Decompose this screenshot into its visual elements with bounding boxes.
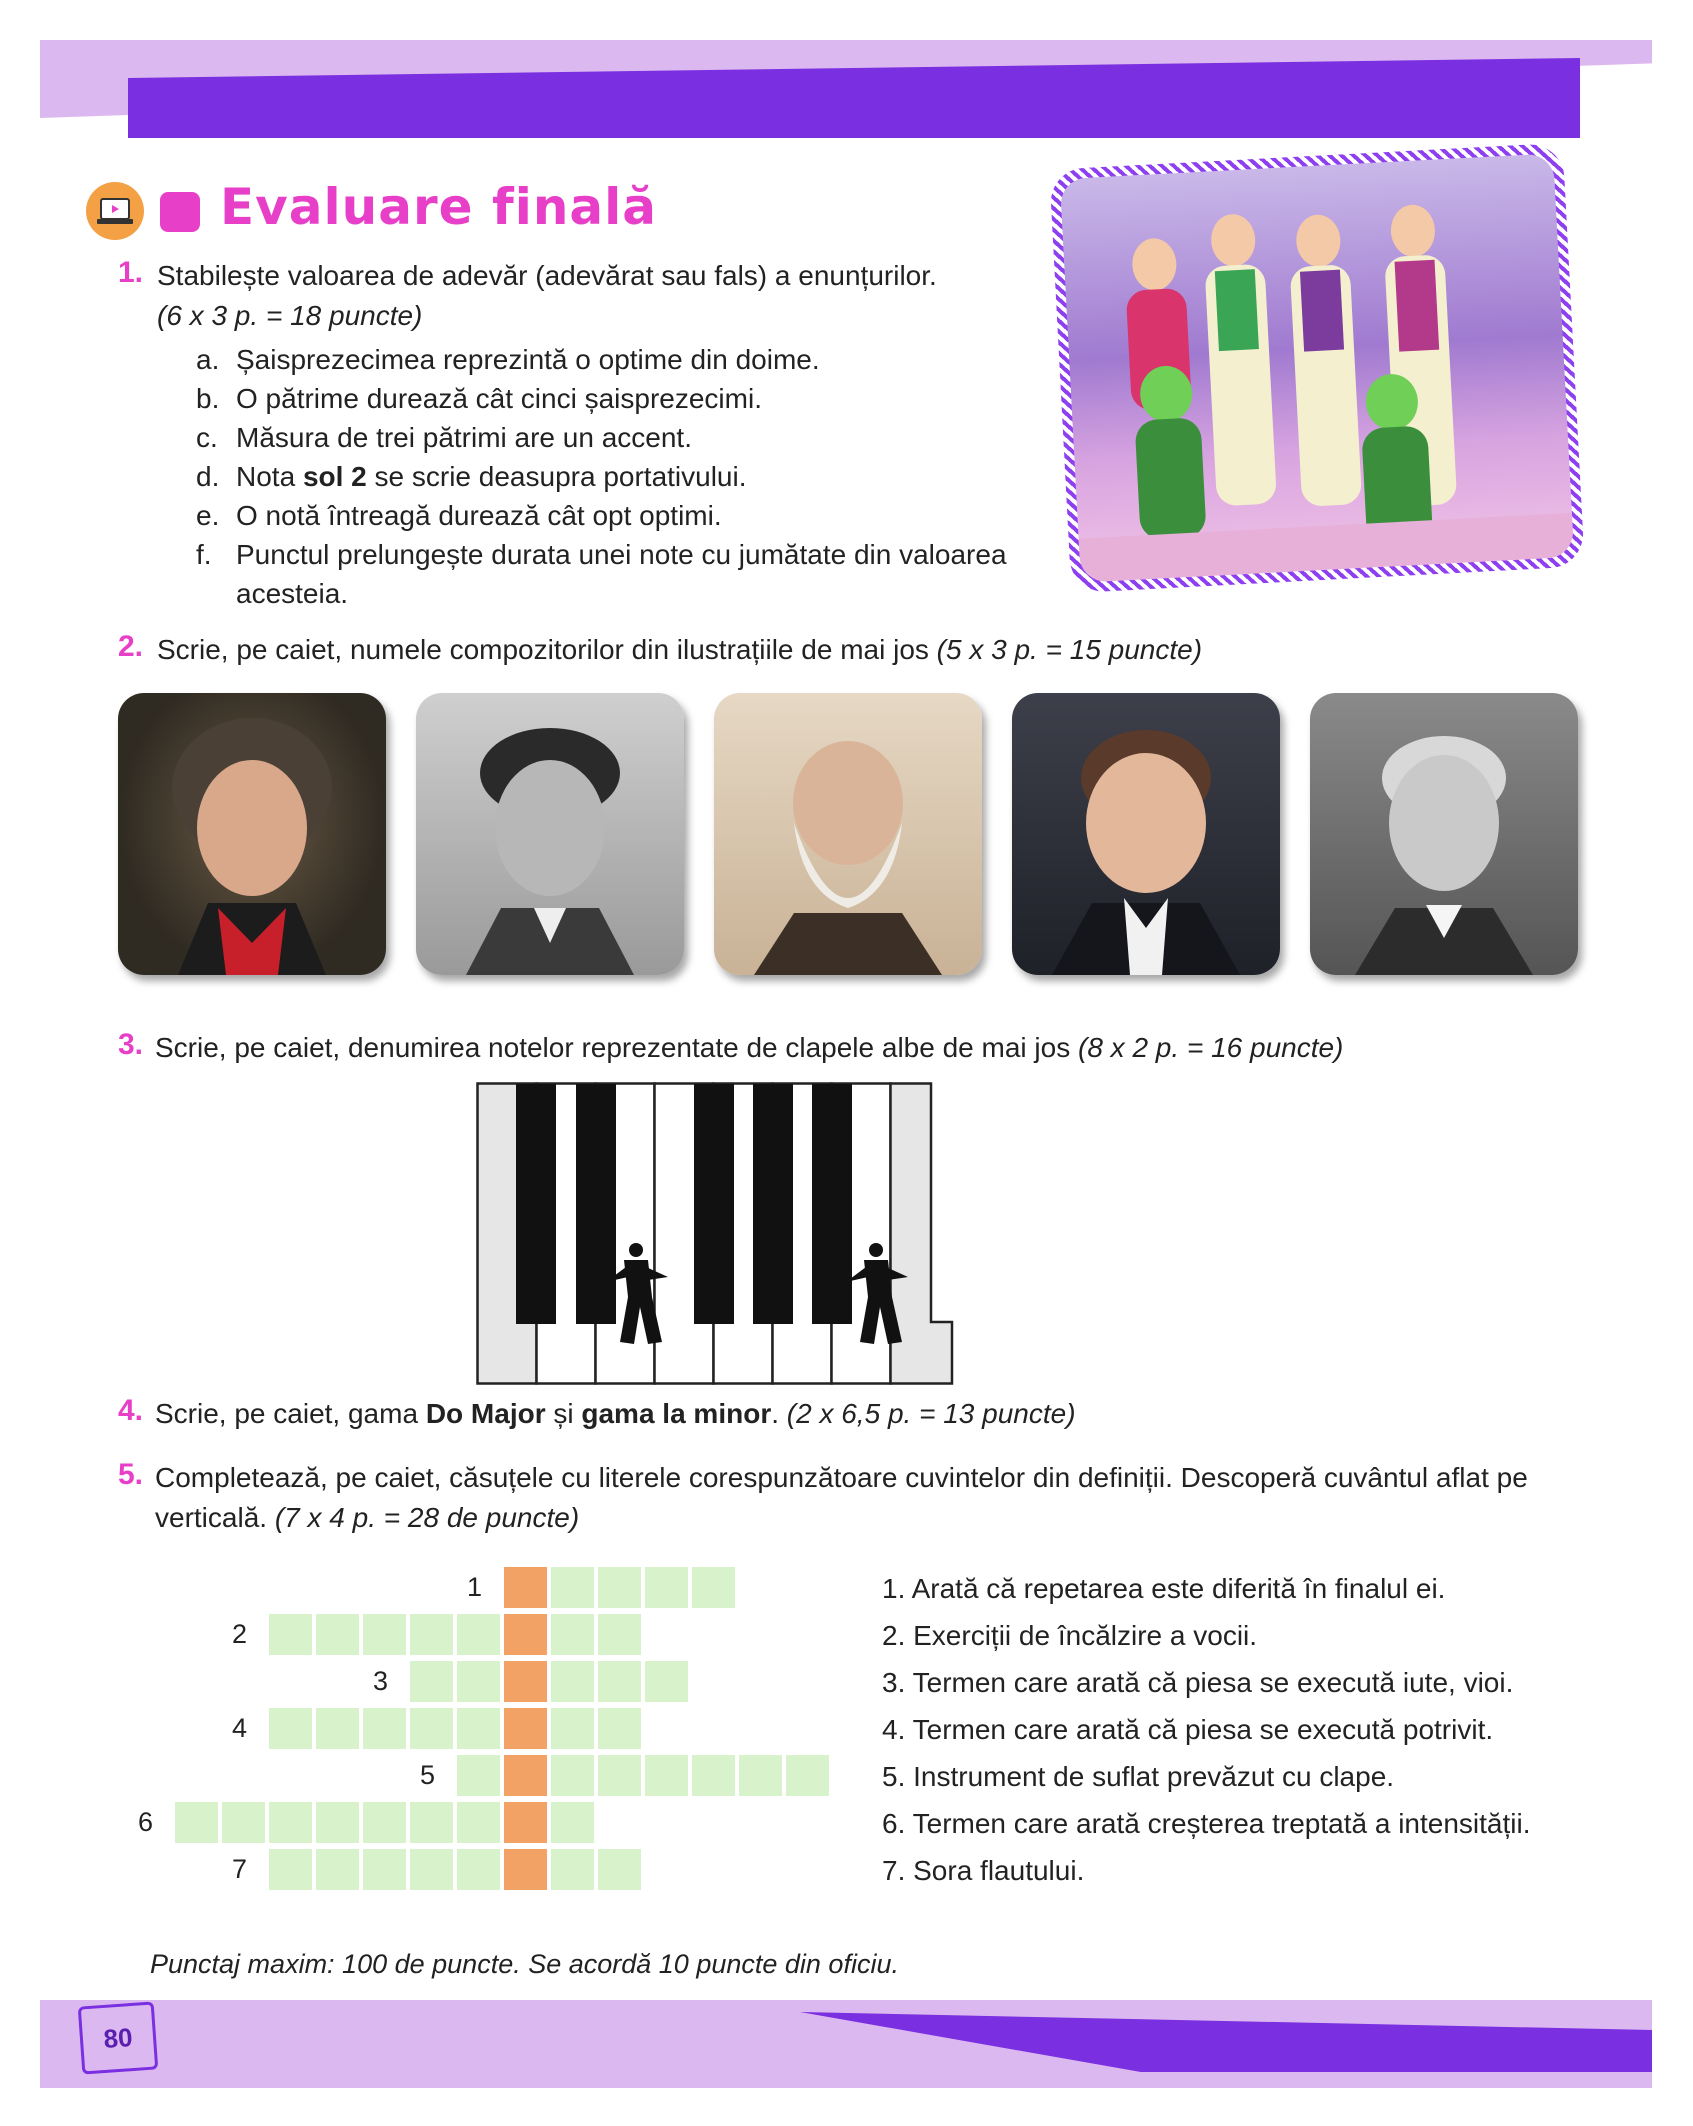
crossword-cell[interactable] (692, 1567, 735, 1608)
crossword-cell[interactable] (363, 1708, 406, 1749)
crossword-row-number: 4 (232, 1713, 248, 1743)
definition-4: 4. Termen care arată că piesa se execută potrivit. (882, 1714, 1494, 1745)
list-item: b. O pătrime durează cât cinci șaisprezecimi. (196, 383, 762, 414)
crossword-cell[interactable] (598, 1849, 641, 1890)
crossword-cell[interactable] (316, 1802, 359, 1843)
crossword-cell[interactable] (316, 1614, 359, 1655)
crossword-cell[interactable] (551, 1755, 594, 1796)
crossword-cell[interactable] (551, 1802, 594, 1843)
composer-portrait-3 (714, 693, 982, 975)
q1-items (196, 340, 1056, 613)
definition-2: 2. Exerciții de încălzire a vocii. (882, 1620, 1258, 1651)
list-item: a. Șaisprezecimea reprezintă o optime din doime. (196, 344, 820, 375)
list-item: c. Măsura de trei pătrimi are un accent. (196, 422, 692, 453)
crossword-cell[interactable] (363, 1849, 406, 1890)
crossword-cell[interactable] (175, 1802, 218, 1843)
crossword-row-number: 6 (138, 1807, 154, 1837)
q3-number: 3. (118, 1028, 144, 1061)
crossword-cell[interactable] (457, 1708, 500, 1749)
crossword-cell[interactable] (222, 1802, 265, 1843)
definition-5: 5. Instrument de suflat prevăzut cu clape. (882, 1761, 1395, 1792)
crossword-cell[interactable] (598, 1614, 641, 1655)
crossword-row-number: 7 (232, 1854, 248, 1884)
crossword-cell[interactable] (739, 1755, 782, 1796)
definition-1: 1. Arată că repetarea este diferită în finalul ei. (882, 1573, 1446, 1604)
q1-text: Stabilește valoarea de adevăr (adevărat sau fals) a enunțurilor. (157, 260, 937, 291)
definition-3: 3. Termen care arată că piesa se execută iute, vioi. (882, 1667, 1514, 1698)
crossword-cell[interactable] (269, 1708, 312, 1749)
computer-icon (86, 182, 144, 240)
title-square-icon (160, 192, 200, 232)
crossword-cell[interactable] (363, 1614, 406, 1655)
crossword-cell[interactable] (551, 1567, 594, 1608)
list-item: f. Punctul prelungește durata unei note cu jumătate din valoarea acesteia. (196, 539, 1007, 609)
crossword-cell[interactable] (645, 1755, 688, 1796)
crossword-cell[interactable] (269, 1614, 312, 1655)
page-number-badge (78, 2001, 159, 2074)
crossword-key-cell[interactable] (504, 1661, 547, 1702)
crossword-cell[interactable] (457, 1849, 500, 1890)
crossword-key-cell[interactable] (504, 1614, 547, 1655)
definition-7: 7. Sora flautului. (882, 1855, 1085, 1886)
list-item: d. Nota sol 2 se scrie deasupra portativului. (196, 461, 747, 492)
max-score-note: Punctaj maxim: 100 de puncte. Se acordă 10 puncte din oficiu. (150, 1949, 899, 1979)
page-number: 80 (102, 2022, 134, 2054)
crossword-key-cell[interactable] (504, 1802, 547, 1843)
q1-points: (6 x 3 p. = 18 puncte) (157, 300, 423, 331)
crossword-cell[interactable] (551, 1849, 594, 1890)
crossword-key-cell[interactable] (504, 1755, 547, 1796)
crossword-cell[interactable] (598, 1567, 641, 1608)
definition-6: 6. Termen care arată creșterea treptată a intensității. (882, 1808, 1531, 1839)
crossword-cell[interactable] (410, 1708, 453, 1749)
crossword-cell[interactable] (363, 1802, 406, 1843)
crossword-cell[interactable] (551, 1708, 594, 1749)
crossword-cell[interactable] (692, 1755, 735, 1796)
crossword-cell[interactable] (410, 1802, 453, 1843)
composer-portrait-2 (416, 693, 684, 975)
crossword-key-cell[interactable] (504, 1708, 547, 1749)
q2-line: Scrie, pe caiet, numele compozitorilor din ilustrațiile de mai jos (5 x 3 p. = 15 puncte) (157, 634, 1203, 665)
q5-text: Completează, pe caiet, căsuțele cu literele corespunzătoare cuvintelor din definiții. Descoperă cuvântul aflat pe verticală. (7 x 4 p. = 28 de puncte) (155, 1462, 1528, 1533)
crossword-cell[interactable] (410, 1661, 453, 1702)
crossword-cell[interactable] (457, 1802, 500, 1843)
crossword-cell[interactable] (598, 1708, 641, 1749)
composer-portrait-1 (118, 693, 386, 975)
piano-keyboard (476, 1082, 956, 1391)
stage-photo (1049, 143, 1584, 593)
q4-line: Scrie, pe caiet, gama Do Major și gama la minor. (2 x 6,5 p. = 13 puncte) (155, 1398, 1076, 1429)
crossword-cell[interactable] (269, 1802, 312, 1843)
crossword-definitions (882, 1565, 1672, 1894)
q4-number: 4. (118, 1394, 144, 1427)
crossword-cell[interactable] (269, 1849, 312, 1890)
page-title: Evaluare finală (220, 178, 658, 236)
crossword-row-number: 5 (420, 1760, 436, 1790)
crossword-cell[interactable] (551, 1661, 594, 1702)
crossword-cell[interactable] (645, 1567, 688, 1608)
crossword-cell[interactable] (551, 1614, 594, 1655)
crossword-key-cell[interactable] (504, 1849, 547, 1890)
q2-number: 2. (118, 630, 144, 663)
crossword-row-number: 3 (373, 1666, 389, 1696)
q3-line: Scrie, pe caiet, denumirea notelor reprezentate de clapele albe de mai jos (8 x 2 p. = 16 puncte) (155, 1032, 1344, 1063)
composer-portrait-4 (1012, 693, 1280, 975)
crossword-cell[interactable] (457, 1661, 500, 1702)
crossword-cell[interactable] (316, 1849, 359, 1890)
crossword-row-number: 2 (232, 1619, 248, 1649)
crossword-cell[interactable] (410, 1614, 453, 1655)
q5-number: 5. (118, 1458, 144, 1491)
q1-number: 1. (118, 256, 144, 289)
crossword-cell[interactable] (457, 1755, 500, 1796)
crossword-row-number: 1 (467, 1572, 483, 1602)
list-item: e. O notă întreagă durează cât opt optimi. (196, 500, 722, 531)
crossword-cell[interactable] (316, 1708, 359, 1749)
crossword-cell[interactable] (598, 1661, 641, 1702)
crossword-cell[interactable] (645, 1661, 688, 1702)
composer-portrait-5 (1310, 693, 1578, 975)
crossword-cell[interactable] (598, 1755, 641, 1796)
crossword-cell[interactable] (786, 1755, 829, 1796)
crossword-key-cell[interactable] (504, 1567, 547, 1608)
crossword-cell[interactable] (457, 1614, 500, 1655)
crossword-cell[interactable] (410, 1849, 453, 1890)
